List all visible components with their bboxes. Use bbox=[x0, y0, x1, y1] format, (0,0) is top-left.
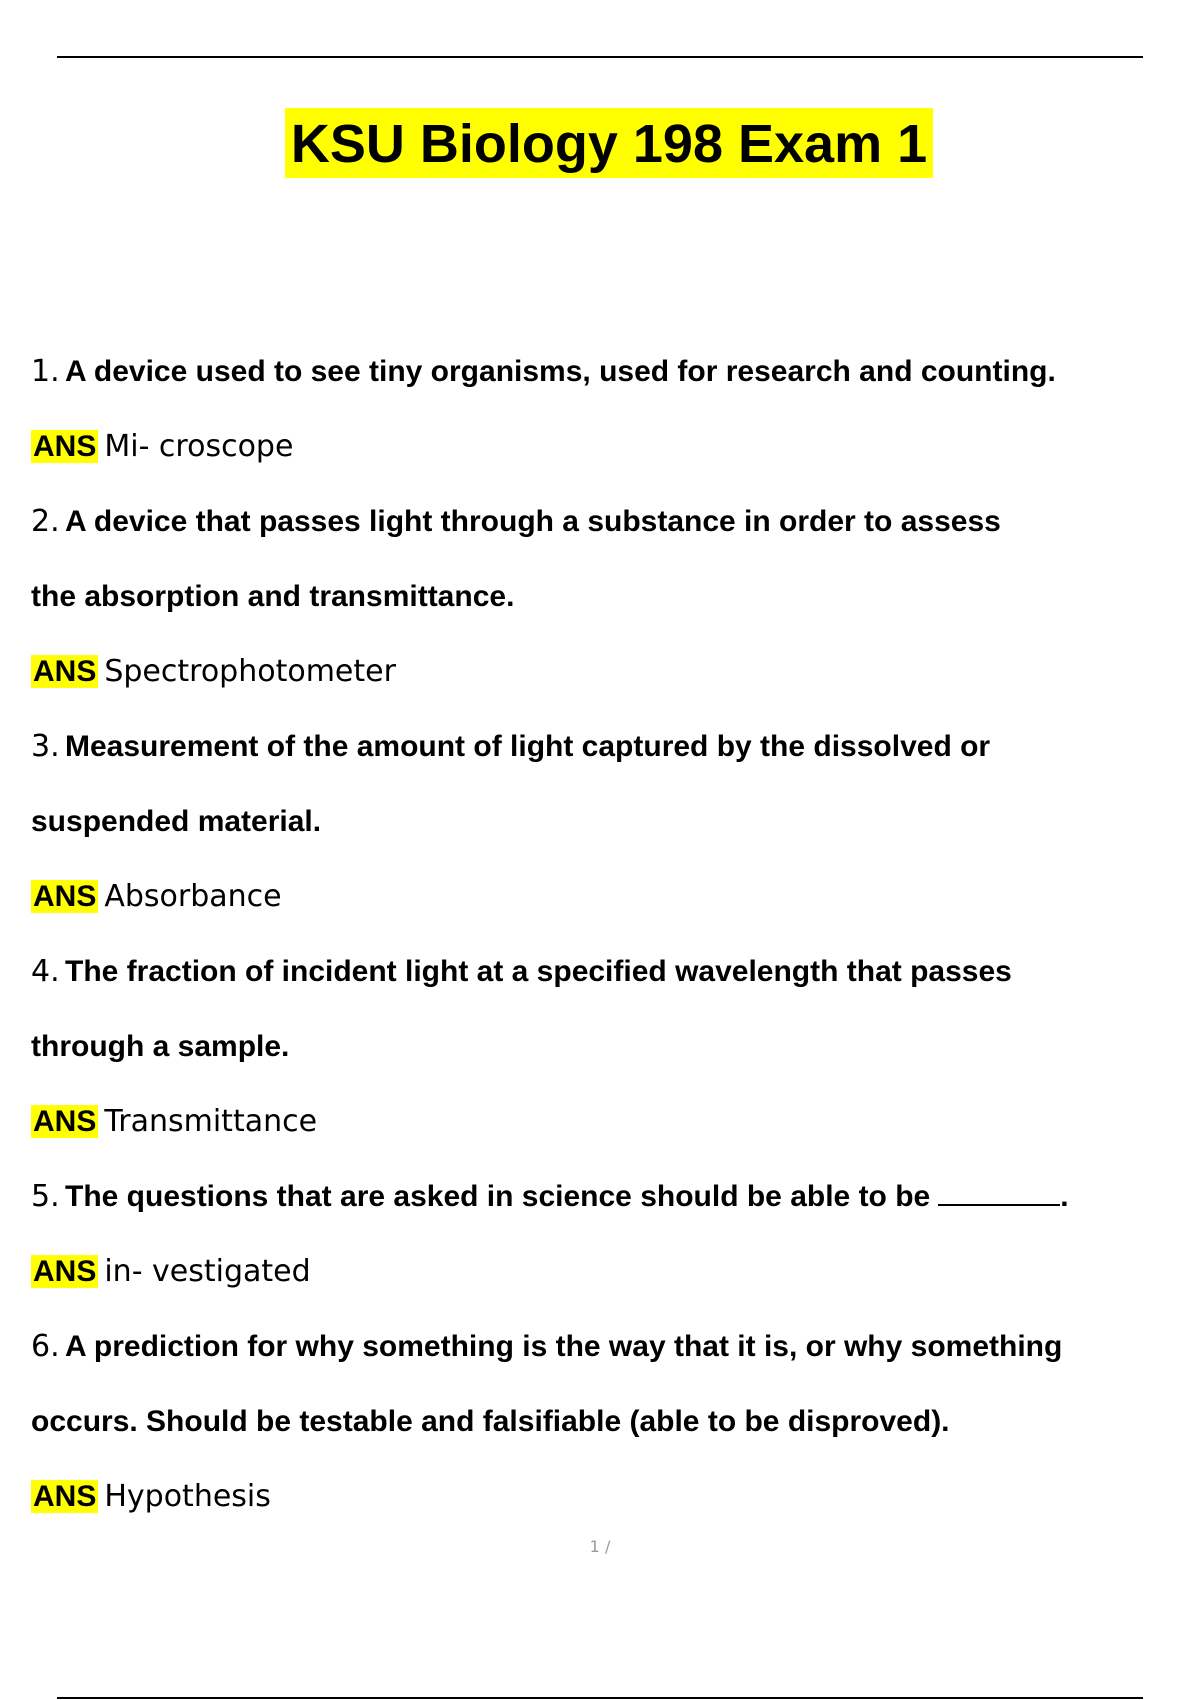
question-line-continued bbox=[31, 1009, 1181, 1084]
answer-line bbox=[31, 1084, 1181, 1159]
bottom-rule bbox=[57, 1697, 1143, 1699]
question-line-continued bbox=[31, 784, 1181, 859]
question-text: The fraction of incident light at a specified wavelength that passes bbox=[65, 955, 1012, 988]
answer-line bbox=[31, 634, 1181, 709]
page-title: KSU Biology 198 Exam 1 bbox=[285, 108, 933, 178]
answer-line bbox=[31, 859, 1181, 934]
question-item bbox=[31, 484, 1181, 709]
question-text: through a sample. bbox=[31, 1030, 290, 1063]
question-line bbox=[31, 1309, 1181, 1384]
question-number: 3. bbox=[31, 729, 60, 764]
question-line-continued bbox=[31, 1384, 1181, 1459]
ans-label: ANS bbox=[33, 880, 97, 913]
answer-text: in- vestigated bbox=[104, 1254, 311, 1289]
question-line bbox=[31, 934, 1181, 1009]
ans-label: ANS bbox=[33, 1255, 97, 1288]
question-item bbox=[31, 709, 1181, 934]
question-number: 1. bbox=[31, 354, 60, 389]
ans-label: ANS bbox=[33, 1105, 97, 1138]
answer-line bbox=[31, 409, 1181, 484]
question-text: A device used to see tiny organisms, used for research and counting. bbox=[65, 355, 1056, 388]
question-text: A prediction for why something is the way that it is, or why something bbox=[65, 1330, 1063, 1363]
question-line bbox=[31, 334, 1181, 409]
answer-text: Hypothesis bbox=[104, 1479, 271, 1514]
question-item bbox=[31, 1159, 1181, 1309]
question-item bbox=[31, 934, 1181, 1159]
fill-in-blank bbox=[938, 1182, 1060, 1206]
question-list bbox=[31, 334, 1181, 1534]
question-text: suspended material. bbox=[31, 805, 322, 838]
question-text: the absorption and transmittance. bbox=[31, 580, 515, 613]
title-container bbox=[0, 108, 1200, 178]
question-item bbox=[31, 334, 1181, 484]
question-text: The questions that are asked in science should be able to be bbox=[65, 1180, 931, 1213]
question-number: 4. bbox=[31, 954, 60, 989]
ans-label: ANS bbox=[33, 430, 97, 463]
question-line bbox=[31, 484, 1181, 559]
answer-text: Mi- croscope bbox=[104, 429, 294, 464]
ans-label: ANS bbox=[33, 655, 97, 688]
question-line bbox=[31, 1159, 1181, 1234]
question-line bbox=[31, 709, 1181, 784]
question-number: 5. bbox=[31, 1179, 60, 1214]
question-text: Measurement of the amount of light captured by the dissolved or bbox=[65, 730, 991, 763]
answer-line bbox=[31, 1234, 1181, 1309]
answer-text: Spectrophotometer bbox=[104, 654, 396, 689]
question-text: occurs. Should be testable and falsifiable (able to be disproved). bbox=[31, 1405, 950, 1438]
ans-label: ANS bbox=[33, 1480, 97, 1513]
answer-line bbox=[31, 1459, 1181, 1534]
question-line-continued bbox=[31, 559, 1181, 634]
top-rule bbox=[57, 56, 1143, 58]
question-item bbox=[31, 1309, 1181, 1534]
question-number: 6. bbox=[31, 1329, 60, 1364]
answer-text: Transmittance bbox=[104, 1104, 318, 1139]
question-number: 2. bbox=[31, 504, 60, 539]
answer-text: Absorbance bbox=[104, 879, 282, 914]
page-number: 1 / bbox=[589, 1537, 611, 1556]
blank-suffix: . bbox=[1060, 1180, 1069, 1213]
question-text: A device that passes light through a substance in order to assess bbox=[65, 505, 1001, 538]
